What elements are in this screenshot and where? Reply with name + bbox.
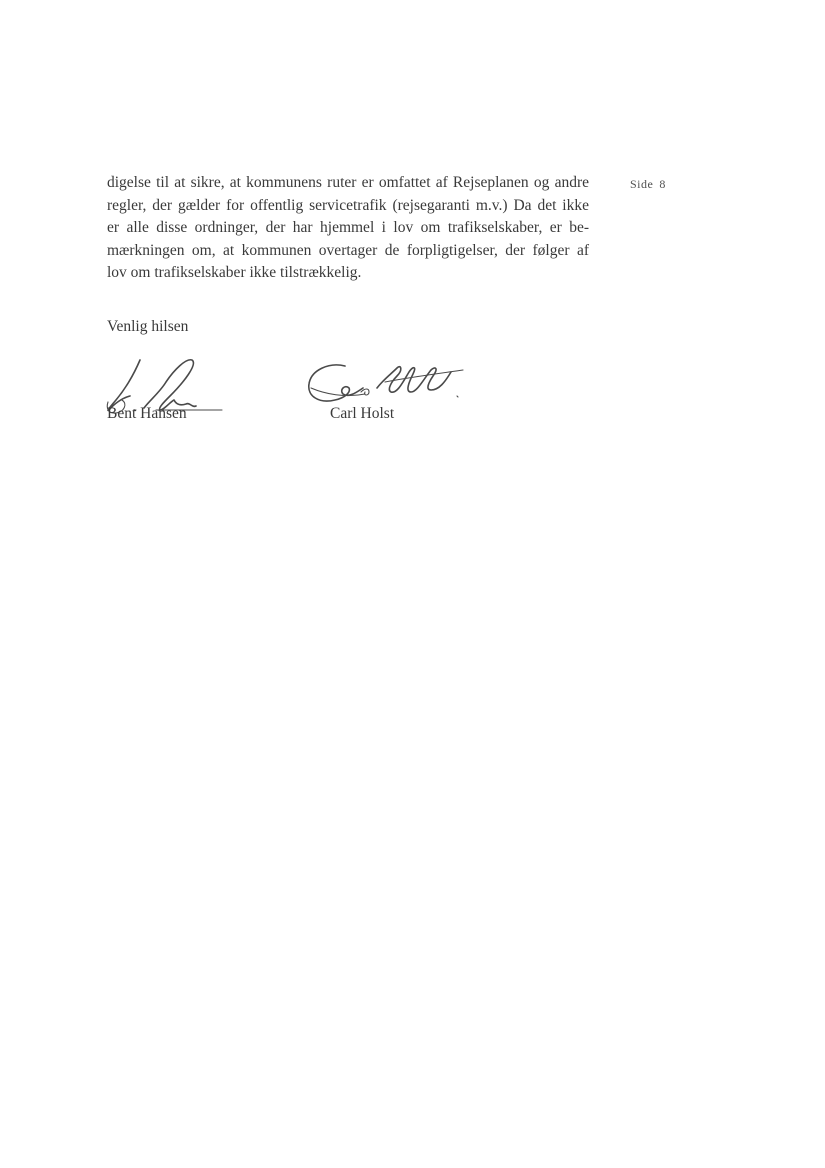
body-line: regler, der gælder for offentlig servicetrafik (rejsegaranti m.v.) Da det ikke bbox=[107, 196, 589, 214]
signatory-name: Bent Hansen bbox=[107, 405, 187, 422]
closing-salutation: Venlig hilsen bbox=[107, 318, 189, 335]
body-line: mærkningen om, at kommunen overtager de forpligtigelser, der følger af bbox=[107, 241, 589, 259]
page-number-value: 8 bbox=[659, 177, 666, 191]
body-line: er alle disse ordninger, der har hjemmel i lov om trafikselskaber, er be- bbox=[107, 219, 589, 236]
page-label: Side bbox=[630, 177, 654, 191]
signature-carl-holst bbox=[305, 358, 475, 410]
body-line: lov om trafikselskaber ikke tilstrækkelig. bbox=[107, 264, 362, 281]
page-number bbox=[630, 177, 666, 192]
body-paragraph bbox=[107, 172, 589, 285]
signatory-name: Carl Holst bbox=[330, 405, 395, 422]
body-line: digelse til at sikre, at kommunens ruter er omfattet af Rejseplanen og andre bbox=[107, 174, 589, 191]
